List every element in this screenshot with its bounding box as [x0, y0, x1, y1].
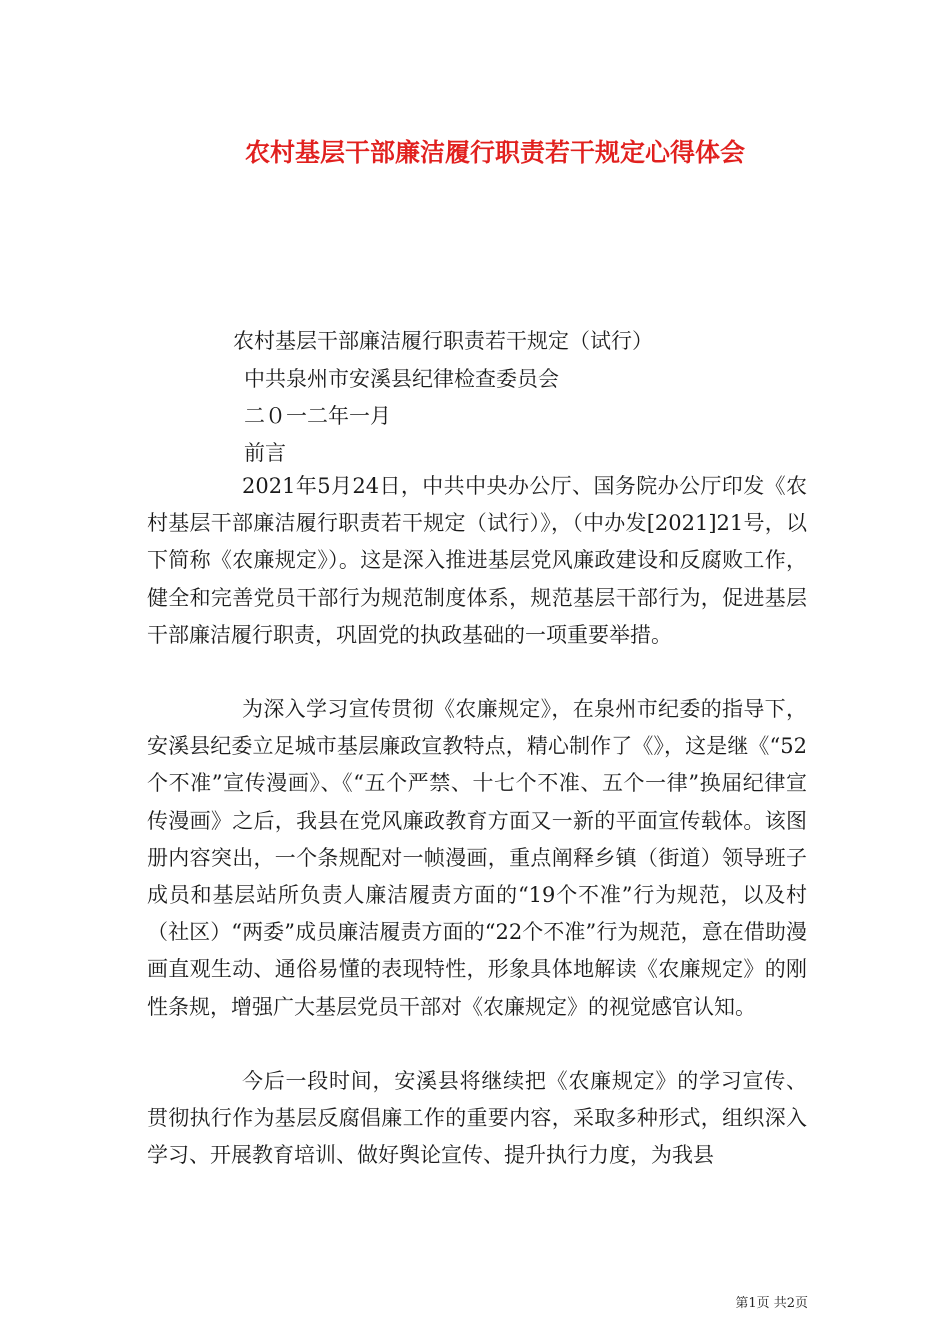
paragraph-2: 为深入学习宣传贯彻《农廉规定》，在泉州市纪委的指导下，安溪县纪委立足城市基层廉政宣教特点，精心制作了《》，这是继《“52个不准”宣传漫画》、《“五个严禁、十七个不准、五个一律”换届纪律宣传漫画》之后，我县在党风廉政教育方面又一新的平面宣传载体。该图册内容突出，一个条规配对一帧漫画，重点阐释乡镇（街道）领导班子成员和基层站所负责人廉洁履责方面的“19个不准”行为规范，以及村（社区）“两委”成员廉洁履责方面的“22个不准”行为规范，意在借助漫画直观生动、通俗易懂的表现特性，形象具体地解读《农廉规定》的刚性条规，增强广大基层党员干部对《农廉规定》的视觉感官认知。 [147, 697, 807, 1019]
page-footer: 第1页 共2页 [735, 1296, 808, 1311]
issuer-line: 中共泉州市安溪县纪律检查委员会 [244, 367, 559, 391]
date-line: 二０一二年一月 [244, 404, 391, 428]
regulation-title-line: 农村基层干部廉洁履行职责若干规定（试行） [233, 329, 653, 353]
paragraph-3: 今后一段时间，安溪县将继续把《农廉规定》的学习宣传、贯彻执行作为基层反腐倡廉工作的重要内容，采取多种形式，组织深入学习、开展教育培训、做好舆论宣传、提升执行力度，为我县 [147, 1069, 807, 1168]
document-title: 农村基层干部廉洁履行职责若干规定心得体会 [244, 138, 745, 167]
paragraph-1: 2021年5月24日，中共中央办公厅、国务院办公厅印发《农村基层干部廉洁履行职责若干规定（试行）》，（中办发[2021]21号，以下简称《农廉规定》）。这是深入推进基层党风廉政建设和反腐败工作，健全和完善党员干部行为规范制度体系，规范基层干部行为，促进基层干部廉洁履行职责，巩固党的执政基础的一项重要举措。 [147, 474, 807, 647]
preface-heading: 前言 [244, 441, 286, 465]
